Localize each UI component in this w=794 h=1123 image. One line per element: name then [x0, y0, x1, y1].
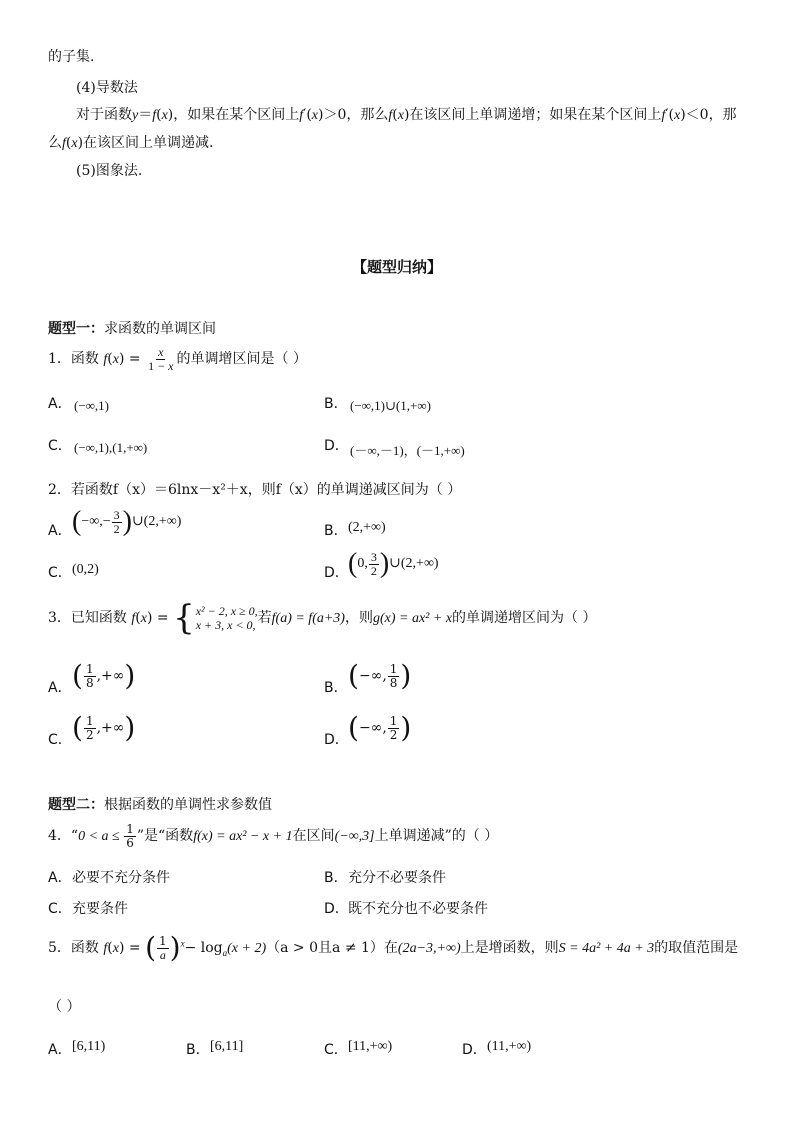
q1-option-b: (−∞,1)∪(1,+∞) [350, 398, 431, 413]
question-1: 1．函数 f(x) = $\frac{x}{1 - x}$ 的单调增区间是（ ） [48, 345, 307, 373]
intro-line: 的子集. [48, 49, 95, 65]
question-2: 2．若函数f（x）＝6lnx－x²＋x，则f（x）的单调递减区间为（ ） [48, 482, 462, 498]
q5-option-a: [6,11) [72, 1039, 106, 1054]
q5-answer-blank: （ ） [48, 999, 81, 1015]
q4-option-a-label: A． [48, 870, 72, 886]
q1-option-c: (−∞,1),(1,+∞) [74, 440, 148, 455]
q2-option-d: (0, $\frac{3}{2}$ )∪(2,+∞) [348, 548, 439, 579]
q3-option-b-label: B． [324, 680, 348, 696]
q3-option-a: ( $\frac{1}{8}$ ,+∞) [72, 659, 136, 692]
question-5: 5．函数 f(x) = ( $\frac{1}{a}$ )$^x- \log_a(x + 2)(a > 0$且a ≠ 1）在(2a−3,+∞)上是增函数，则S = 4a² + 4a + 3的取值范围是 [48, 931, 739, 964]
q1-option-a-label: A． [48, 396, 72, 412]
question-4: 4．“0 < a ≤ $\frac{1}{6}$ ”是“函数f(x) = ax² − x + 1在区间(−∞,3]上单调递减”的（ ） [48, 822, 499, 850]
q1-option-b-label: B． [324, 396, 348, 412]
q2-option-c: (0,2) [72, 562, 99, 577]
q5-option-a-label: A． [48, 1042, 72, 1058]
q5-option-b: [6,11] [210, 1039, 244, 1054]
q4-option-b: 充分不必要条件 [348, 870, 446, 886]
q4-option-b-label: B． [324, 870, 348, 886]
q2-option-a-label: A． [48, 523, 72, 539]
q4-option-a: 必要不充分条件 [72, 870, 170, 886]
q1-option-d: (－∞,－1)，(－1,+∞) [350, 443, 465, 458]
q1-option-a: (−∞,1) [74, 398, 110, 413]
q5-option-b-label: B． [186, 1042, 210, 1058]
q3-option-b: (−∞, $\frac{1}{8}$ ) [348, 659, 412, 692]
q1-option-d-label: D． [324, 438, 349, 454]
q4-option-c: 充要条件 [72, 901, 128, 917]
q2-option-c-label: C． [48, 565, 72, 581]
q3-option-d-label: D． [324, 732, 349, 748]
q2-option-b: (2,+∞) [348, 520, 386, 535]
q3-option-a-label: A． [48, 680, 72, 696]
q3-option-c-label: C． [48, 732, 72, 748]
type1-heading: 题型一：求函数的单调区间 [48, 321, 216, 337]
q2-option-b-label: B． [324, 523, 348, 539]
q4-option-d-label: D． [324, 901, 349, 917]
section-title: 【题型归纳】 [351, 258, 442, 276]
q3-option-d: (−∞, $\frac{1}{2}$ ) [348, 711, 412, 744]
q1-option-c-label: C． [48, 438, 72, 454]
q5-option-d: (11,+∞) [487, 1039, 532, 1054]
q2-option-a: (−∞,− $\frac{3}{2}$ )∪(2,+∞) [72, 506, 182, 537]
question-3: 3．已知函数 f(x) = { x² − 2, x ≥ 0, x + 3, x < 0, 若f(a) = f(a+3)，则g(x) = ax² + x的单调递增区间为（ ） [48, 598, 597, 638]
type2-heading: 题型二：根据函数的单调性求参数值 [48, 797, 272, 813]
q4-option-d: 既不充分也不必要条件 [348, 901, 488, 917]
method-4-desc-line2: 么f(x)在该区间上单调递减. [48, 135, 214, 151]
method-4-title: (4)导数法 [76, 80, 138, 96]
q2-option-d-label: D． [324, 565, 349, 581]
q5-option-c-label: C． [324, 1042, 348, 1058]
q5-option-c: [11,+∞) [348, 1039, 393, 1054]
q5-option-d-label: D． [462, 1042, 487, 1058]
piecewise-cases: x² − 2, x ≥ 0, x + 3, x < 0, [195, 603, 258, 632]
q4-option-c-label: C． [48, 901, 72, 917]
method-4-desc-line1: 对于函数y＝f(x)，如果在某个区间上f′(x)＞0，那么f(x)在该区间上单调递增；如果在某个区间上f′(x)＜0，那 [76, 107, 737, 123]
method-5-title: (5)图象法. [76, 163, 143, 179]
q3-option-c: ( $\frac{1}{2}$ ,+∞) [72, 711, 136, 744]
